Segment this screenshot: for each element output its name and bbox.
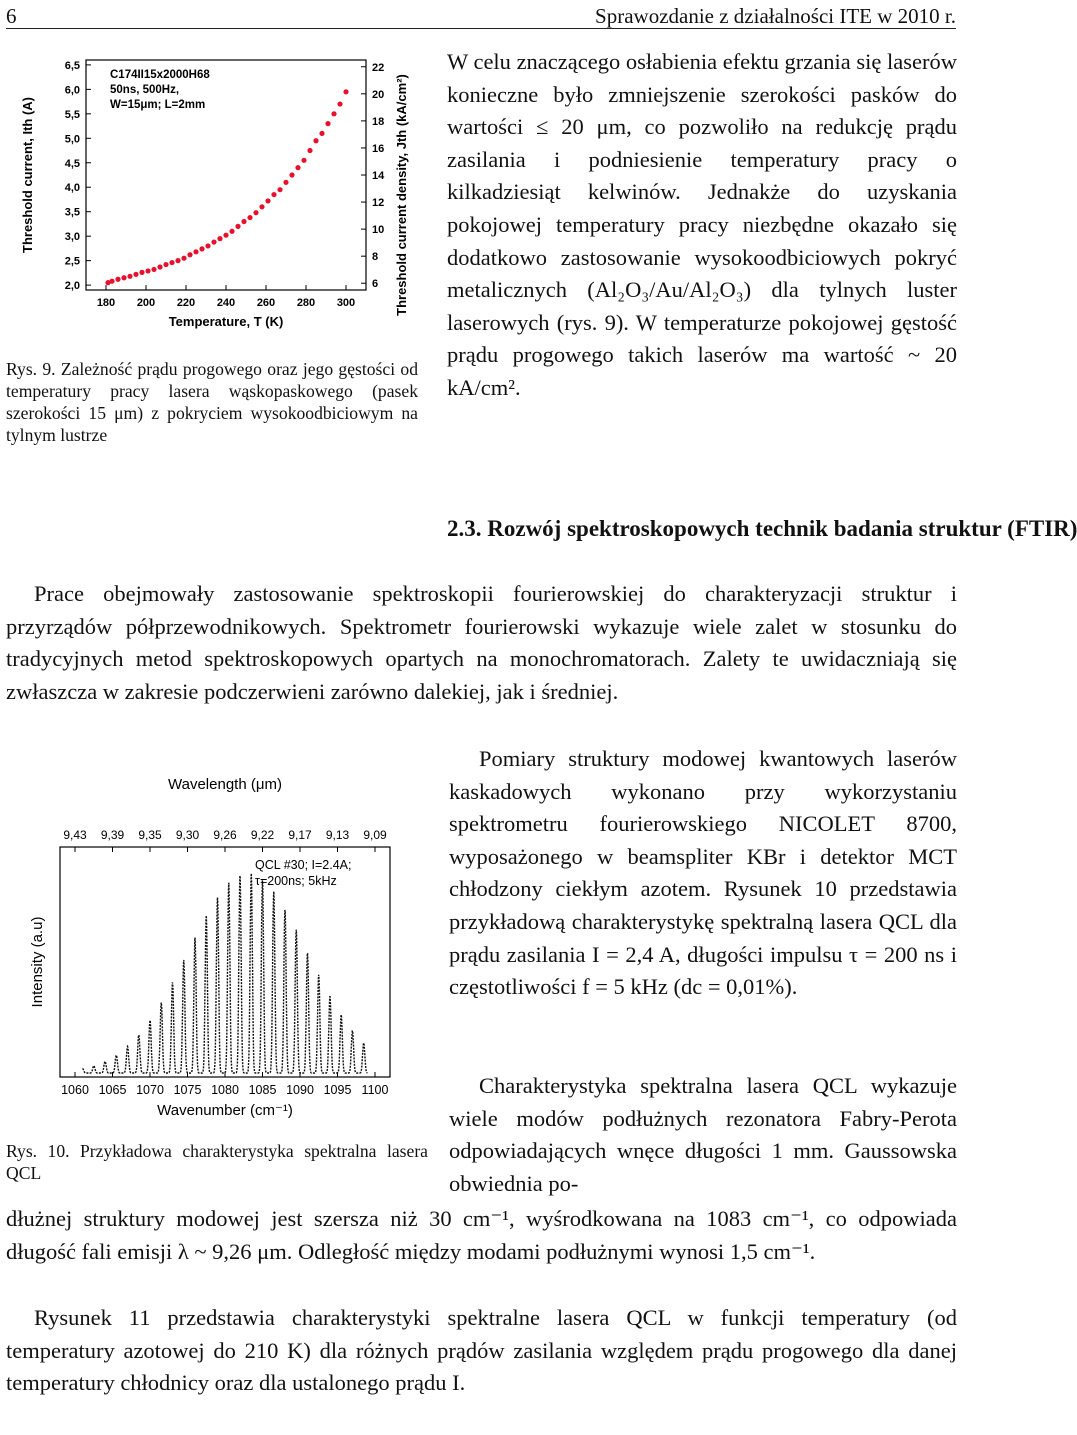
y2-axis-label: Threshold current density, Jth (kA/cm²)	[394, 74, 409, 316]
data-point	[205, 243, 210, 248]
x-tick-label: 1060	[61, 1083, 89, 1097]
data-point	[241, 219, 246, 224]
data-point	[175, 258, 180, 263]
data-point	[187, 252, 192, 257]
y2-tick-label: 8	[372, 251, 379, 264]
data-point	[301, 158, 306, 163]
data-point	[295, 165, 300, 170]
x-tick-label: 200	[136, 297, 156, 309]
top-tick-label: 9,09	[363, 828, 387, 842]
y2-tick-label: 20	[372, 88, 385, 101]
top-tick-label: 9,17	[288, 828, 312, 842]
top-tick-label: 9,43	[63, 828, 87, 842]
x-axis-label: Wavenumber (cm⁻¹)	[157, 1102, 293, 1119]
legend-line: QCL #30; I=2.4A;	[255, 858, 352, 872]
data-point	[307, 148, 312, 153]
data-point	[325, 121, 330, 126]
paragraph-1: W celu znaczącego osłabienia efektu grzania się laserów konieczne było zmniejszenie szerokości pasków do wartości ≤ 20 μm, co pozwoliło na redukcję prądu zasilania i podniesienie temperatury pracy o kilkadziesiąt kelwinów. Jednakże do uzyskania pokojowej temperatury pracy niezbędne okazało się dodatkowo zastosowanie wysokoodbiciowych pokryć metalicznych (Al₂O₃/Au/Al₂O₃) dla tylnych luster laserowych (rys. 9). W temperaturze pokojowej gęstość prądu progowego takich laserów ma wartość ~ 20 kA/cm².	[447, 49, 957, 400]
data-point	[271, 192, 276, 197]
data-point	[331, 111, 336, 116]
x-tick-label: 1075	[173, 1083, 202, 1097]
y-tick-label: 6,5	[64, 59, 80, 72]
x-tick-label: 1100	[361, 1083, 389, 1097]
data-point	[229, 229, 234, 234]
figure-9-chart	[14, 40, 426, 340]
figure-10-caption: Rys. 10. Przykładowa charakterystyka spektralna lasera QCL	[6, 1141, 428, 1183]
data-point	[163, 262, 168, 267]
data-point	[283, 180, 288, 185]
data-point	[157, 264, 162, 269]
y-tick-label: 3,5	[64, 206, 80, 219]
y2-tick-label: 22	[372, 61, 385, 74]
paragraph-4: dłużnej struktury modowej jest szersza niż 30 cm⁻¹, wyśrodkowana na 1083 cm⁻¹, co odpowiada długość fali emisji λ ~ 9,26 μm. Odległość między modami podłużnymi wynosi 1,5 cm⁻¹.	[6, 1206, 957, 1264]
x-tick-label: 1095	[323, 1083, 352, 1097]
y2-tick-label: 6	[372, 278, 379, 291]
x-tick-label: 300	[336, 297, 356, 309]
y-tick-label: 2,0	[64, 280, 80, 293]
data-point	[109, 279, 114, 284]
page-number: 6	[6, 4, 17, 28]
data-point	[121, 275, 126, 280]
page-header	[6, 4, 956, 29]
legend-line: τ=200ns; 5kHz	[255, 874, 337, 888]
y2-tick-label: 16	[372, 142, 385, 155]
data-point	[151, 267, 156, 272]
paragraph-2: Prace obejmowały zastosowanie spektroskopii fourierowskiej do charakteryzacji struktur i przyrządów półprzewodnikowych. Spektrometr fourierowski wykazuje wiele zalet w stosunku do tradycyjnych metod spektroskopowych opartych na monochromatorach. Zalety te uwidaczniają się zwłaszcza w zakresie podczerwieni zarówno dalekiej, jak i średniej.	[6, 581, 957, 704]
paragraph-3: Pomiary struktury modowej kwantowych laserów kaskadowych wykonano przy wykorzystaniu spektrometru fourierowskiego NICOLET 8700, wyposażonego w beamspliter KBr i detektor MCT chłodzony ciekłym azotem. Rysunek 10 przedstawia przykładową charakterystykę spektralną lasera QCL dla prądu zasilania I = 2,4 A, długości impulsu τ = 200 ns i częstotliwości f = 5 kHz (dc = 0,01%).	[449, 746, 957, 1000]
data-point	[217, 236, 222, 241]
section-heading: 2.3. Rozwój spektroskopowych technik badania struktur (FTIR)	[447, 516, 1077, 541]
data-point	[115, 277, 120, 282]
y-axis-label: Threshold current, Ith (A)	[20, 97, 35, 253]
figure-10-chart	[12, 765, 422, 1130]
data-point	[133, 272, 138, 277]
x-axis-label: Temperature, T (K)	[168, 314, 284, 329]
y2-tick-label: 12	[372, 197, 385, 210]
data-point	[127, 274, 132, 279]
spectrum-line	[83, 874, 368, 1074]
x-tick-label: 1080	[211, 1083, 239, 1097]
data-point	[223, 233, 228, 238]
legend-line: C174II15x2000H68	[110, 69, 210, 81]
y-tick-label: 6,0	[64, 84, 80, 97]
x-tick-label: 1070	[136, 1083, 164, 1097]
data-point	[247, 215, 252, 220]
data-point	[289, 172, 294, 177]
data-point	[235, 224, 240, 229]
data-point	[181, 256, 186, 261]
y-tick-label: 5,0	[64, 133, 80, 146]
legend-line: 50ns, 500Hz,	[110, 84, 180, 96]
data-point	[199, 246, 204, 251]
data-point	[139, 270, 144, 275]
y2-tick-label: 10	[372, 224, 385, 237]
top-tick-label: 9,30	[175, 828, 200, 842]
x-tick-label: 1090	[286, 1083, 314, 1097]
x-tick-label: 260	[256, 297, 276, 309]
data-point	[169, 260, 174, 265]
y-tick-label: 2,5	[64, 255, 80, 268]
top-tick-label: 9,35	[138, 828, 162, 842]
data-point	[277, 187, 282, 192]
top-tick-label: 9,39	[100, 828, 125, 842]
y-tick-label: 5,5	[64, 108, 80, 121]
paragraph-5: Rysunek 11 przedstawia charakterystyki spektralne lasera QCL w funkcji temperatury (od temperatury azotowej do 210 K) dla różnych prądów zasilania względem prądu progowego dla danej temperatury chłodnicy oraz dla ustalonego prądu I.	[6, 1305, 957, 1396]
data-point	[343, 89, 348, 94]
x-tick-label: 180	[96, 297, 116, 309]
data-point	[253, 210, 258, 215]
data-point	[193, 249, 198, 254]
data-point	[319, 131, 324, 136]
y2-tick-label: 14	[372, 170, 385, 182]
running-title: Sprawozdanie z działalności ITE w 2010 r.	[595, 4, 956, 28]
y2-tick-label: 18	[372, 115, 385, 128]
data-point	[313, 138, 318, 143]
y-tick-label: 4,0	[64, 182, 80, 195]
y-axis-label: Intensity (a.u)	[29, 916, 46, 1008]
data-point	[265, 198, 270, 203]
x-tick-label: 1085	[248, 1083, 277, 1097]
top-tick-label: 9,22	[250, 828, 275, 842]
top-tick-label: 9,26	[213, 828, 237, 842]
x-tick-label: 220	[176, 297, 196, 309]
x-tick-label: 1065	[98, 1083, 127, 1097]
y-tick-label: 4,5	[64, 157, 80, 170]
x-tick-label: 240	[216, 297, 236, 309]
top-axis-title: Wavelength (μm)	[168, 776, 282, 793]
top-tick-label: 9,13	[325, 828, 350, 842]
x-tick-label: 280	[296, 297, 316, 309]
paragraph-4-start: Charakterystyka spektralna lasera QCL wykazuje wiele modów podłużnych rezonatora Fabry-Perota odpowiadających wnęce długości 1 mm. Gaussowska obwiednia po-	[449, 1073, 957, 1196]
data-point	[337, 101, 342, 106]
y-tick-label: 3,0	[64, 231, 80, 244]
data-point	[145, 268, 150, 273]
data-point	[259, 204, 264, 209]
data-point	[211, 239, 216, 244]
legend-line: W=15μm; L=2mm	[110, 99, 206, 111]
figure-9-caption: Rys. 9. Zależność prądu progowego oraz jego gęstości od temperatury pracy lasera wąskopaskowego (pasek szerokości 15 μm) z pokryciem wysokoodbiciowym na tylnym lustrze	[6, 359, 418, 445]
